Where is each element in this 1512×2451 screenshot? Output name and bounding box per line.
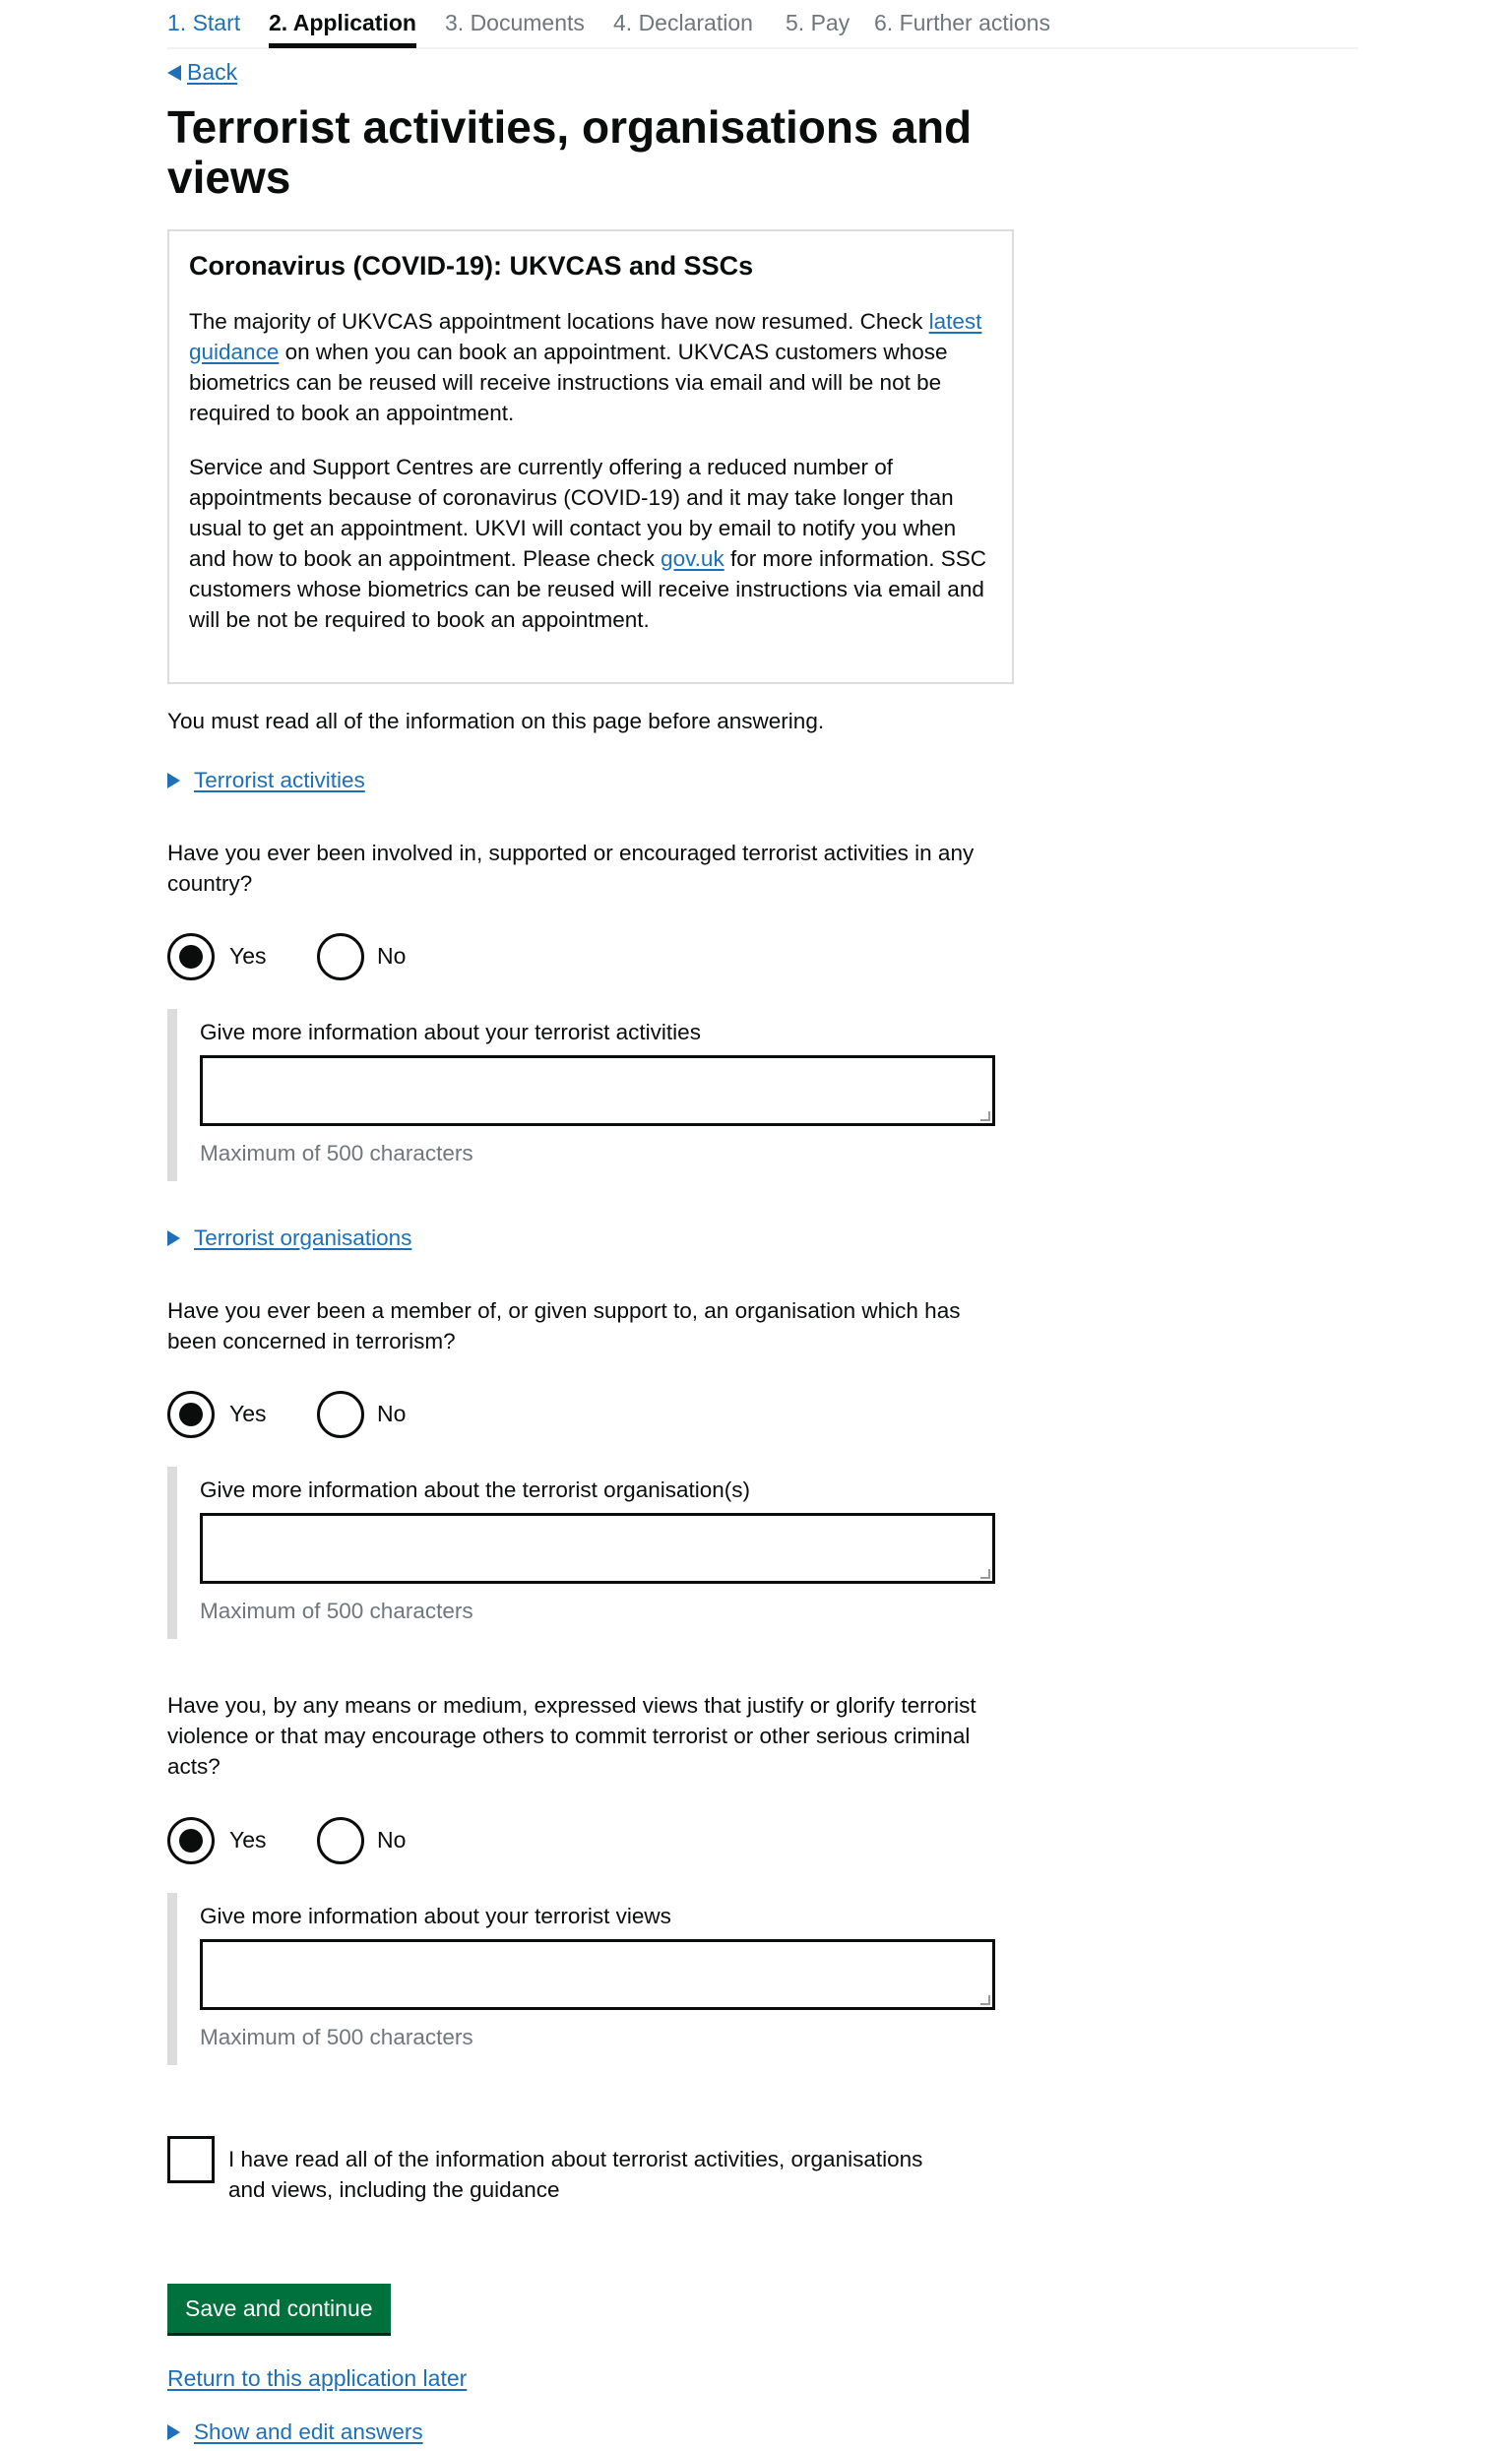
info-activities-label: Give more information about your terrorist activities — [200, 1020, 701, 1044]
conditional-organisations — [167, 1467, 994, 1639]
radio-views-yes[interactable] — [167, 1817, 215, 1864]
step-start[interactable]: 1. Start — [167, 10, 241, 35]
radio-activities-no-label[interactable]: No — [377, 943, 407, 969]
notice-p1-text: The majority of UKVCAS appointment locations have now resumed. Check — [189, 309, 929, 334]
radio-organisations-no[interactable] — [317, 1391, 364, 1438]
conditional-views — [167, 1893, 994, 2065]
radio-activities-no[interactable] — [317, 933, 364, 980]
info-views-textarea[interactable] — [200, 1939, 995, 2010]
details-terrorist-activities-label: Terrorist activities — [194, 768, 365, 792]
radio-activities-yes[interactable] — [167, 933, 215, 980]
radio-activities-yes-label[interactable]: Yes — [229, 943, 267, 969]
details-show-edit-answers[interactable] — [167, 2420, 423, 2445]
step-application: 2. Application — [269, 10, 416, 35]
info-views-label: Give more information about your terrorist views — [200, 1904, 671, 1928]
step-declaration: 4. Declaration — [613, 10, 753, 35]
question-views: Have you, by any means or medium, expressed views that justify or glorify terrorist violence or that may encourage others to commit terrorist or other serious criminal acts? — [167, 1693, 976, 1779]
info-organisations-textarea[interactable] — [200, 1513, 995, 1584]
notice-p1-text-end: on when you can book an appointment. UKVCAS customers whose biometrics can be reused will receive instructions via email and will be not be required to book an appointment. — [189, 340, 948, 425]
resize-grip-icon[interactable] — [980, 1995, 990, 2005]
radio-views-yes-label[interactable]: Yes — [229, 1827, 267, 1853]
notice-paragraph-1 — [189, 306, 992, 428]
latest-guidance-link[interactable]: latest guidance — [189, 309, 982, 364]
notice-title: Coronavirus (COVID-19): UKVCAS and SSCs — [189, 251, 754, 281]
expand-triangle-icon — [167, 2424, 180, 2440]
back-link[interactable] — [167, 59, 237, 86]
back-link-label: Back — [187, 59, 238, 85]
page-title: Terrorist activities, organisations and views — [167, 101, 973, 203]
radio-organisations-no-label[interactable]: No — [377, 1401, 407, 1426]
show-edit-answers-label: Show and edit answers — [194, 2420, 423, 2444]
covid-notice — [167, 229, 1014, 684]
step-navigation — [167, 0, 1358, 49]
radio-views-no[interactable] — [317, 1817, 364, 1864]
confirm-checkbox[interactable] — [167, 2136, 215, 2183]
step-documents: 3. Documents — [445, 10, 585, 35]
return-later-link[interactable]: Return to this application later — [167, 2365, 468, 2391]
question-activities: Have you ever been involved in, supported or encouraged terrorist activities in any country? — [167, 841, 975, 896]
back-arrow-icon — [167, 65, 181, 81]
step-further-actions: 6. Further actions — [874, 10, 1050, 35]
details-terrorist-organisations-label: Terrorist organisations — [194, 1226, 412, 1250]
notice-paragraph-2 — [189, 452, 992, 635]
resize-grip-icon[interactable] — [980, 1569, 990, 1579]
info-views-hint: Maximum of 500 characters — [200, 2025, 473, 2049]
question-organisations: Have you ever been a member of, or given support to, an organisation which has been concerned in terrorism? — [167, 1298, 961, 1353]
intro-text: You must read all of the information on this page before answering. — [167, 709, 825, 733]
details-terrorist-organisations[interactable] — [167, 1226, 411, 1251]
radio-organisations-yes-label[interactable]: Yes — [229, 1401, 267, 1426]
info-organisations-hint: Maximum of 500 characters — [200, 1599, 473, 1623]
radio-views-no-label[interactable]: No — [377, 1827, 407, 1853]
info-organisations-label: Give more information about the terrorist organisation(s) — [200, 1477, 750, 1502]
notice-p2-text: Service and Support Centres are currently offering a reduced number of appointments because of coronavirus (COVID-19) and it may take longer than usual to get an appointment. UKVI will contact you by email to notify you when and how to book an appointment. Please check — [189, 455, 957, 571]
expand-triangle-icon — [167, 773, 180, 788]
expand-triangle-icon — [167, 1230, 180, 1246]
save-and-continue-button[interactable]: Save and continue — [167, 2284, 391, 2333]
details-terrorist-activities[interactable] — [167, 768, 365, 793]
notice-p2-text-end: for more information. SSC customers whose biometrics can be reused will receive instructions via email and will be not be required to book an appointment. — [189, 546, 987, 632]
radio-organisations-yes[interactable] — [167, 1391, 215, 1438]
step-pay: 5. Pay — [786, 10, 850, 35]
resize-grip-icon[interactable] — [980, 1111, 990, 1121]
conditional-activities — [167, 1009, 994, 1181]
info-activities-hint: Maximum of 500 characters — [200, 1141, 473, 1165]
confirm-label[interactable]: I have read all of the information about terrorist activities, organisations and views, including the guidance — [228, 2147, 923, 2202]
gov-uk-link[interactable]: gov.uk — [661, 546, 724, 571]
info-activities-textarea[interactable] — [200, 1055, 995, 1126]
